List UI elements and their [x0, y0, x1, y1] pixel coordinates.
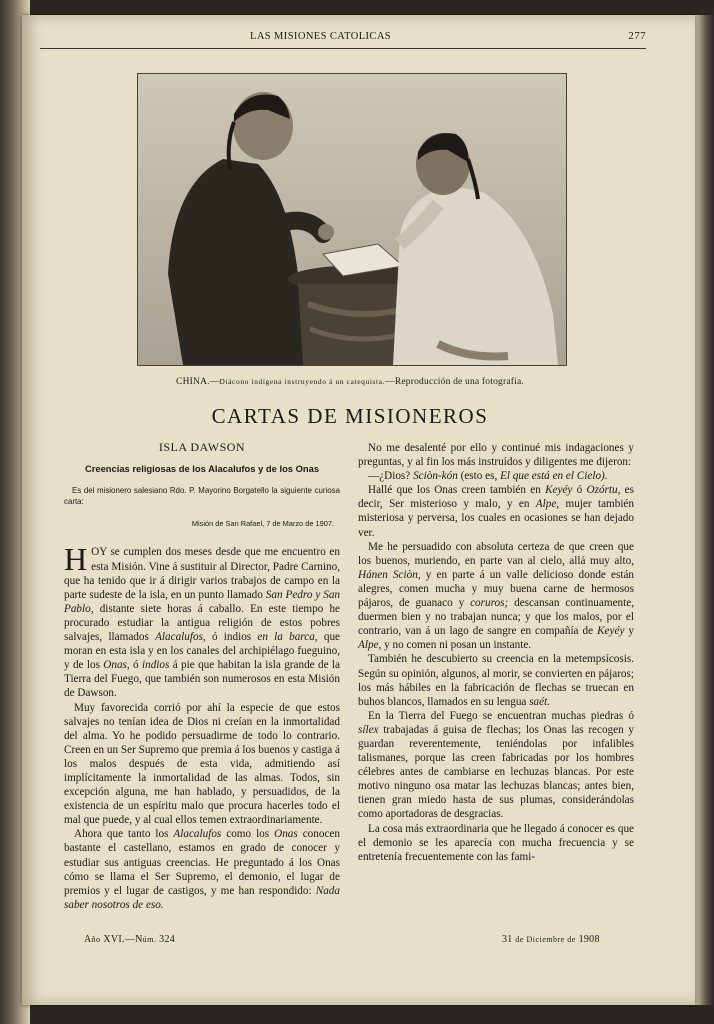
italic-run: sílex: [358, 723, 379, 736]
page-edge: [695, 15, 714, 1005]
paragraph: [358, 709, 634, 822]
letter-dateline: Misión de San Rafael, 7 de Marzo de 1907.: [191, 519, 334, 529]
text-run: (esto es,: [457, 470, 501, 483]
text-run: 324: [156, 934, 176, 945]
text-run: distante siete horas á caballo. En este tiempo he procurado estudiar la antigua religión de estos pobres salvajes, llamados: [64, 602, 340, 644]
text-run: 31: [502, 934, 516, 945]
text-run: Me he persuadido con absoluta certeza de que creen que los buenos, muriendo, en parte van al cielo, allá muy alto,: [358, 540, 634, 567]
issue-date: [502, 934, 600, 945]
text-run: OY se cumplen dos meses desde que me encuentro en esta Misión. Vine á sustituir al Director, Padre Carnino, que ha tenido que ir á dirigir varios trabajos de campo en la parte sudeste de la isla, en un punto llamado: [64, 546, 340, 601]
paragraph: [358, 483, 634, 539]
text-run: es decir, Ser misterioso y malo, y en: [358, 484, 635, 511]
text-run: A: [84, 934, 92, 945]
caption-tail: —Reproducción de una fotografía.: [385, 377, 524, 387]
paragraph: La cosa más extraordinaria que he llegado á conocer es que el demonio se les aparecía con mucha frecuencia y se entretenía frecuentemente con las fami-: [358, 822, 634, 863]
italic-run: coruros;: [470, 597, 509, 610]
text-run: y no comen ni posan un instante.: [381, 639, 532, 652]
text-run: que moran en esta isla y en los canales del archipiélago fueguino, y de los: [64, 631, 340, 672]
italic-run: San Pedro y San Pablo,: [64, 588, 341, 615]
halftone-photograph: [137, 73, 567, 366]
text-run: á pie que habitan la isla grande de la Tierra del Fuego, que también son numerosos en esta Misión de Dawson.: [64, 659, 340, 700]
text-run: descansan continuamente, duermen bien y no trabajan nunca; y que los malos, por el contrario, van á un lago de sangre en compañía de: [358, 597, 635, 638]
issue-number: [84, 934, 175, 945]
text-run: También he descubierto su creencia en la metempsícosis. Según su opinión, algunos, al morir, se convierten en pájaros; los más hábiles en la fabricación de flechas se truecan en buhos blancos, llamados en su lengua: [358, 653, 634, 708]
text-run: Ahora que tanto los: [74, 828, 174, 841]
text-run: mujer también misteriosa y perversa, los cuales en ocasiones se han dejado ver.: [358, 498, 634, 539]
text-run: Hallé que los Onas creen también en: [368, 484, 546, 497]
italic-run: Hánen Sciòn,: [358, 568, 421, 581]
italic-run: Alacalufos,: [155, 631, 206, 644]
paragraph: Muy favorecida corrió por ahí la especie de que estos salvajes no tenían idea de Dios ni creían en la inmortalidad del alma. Yo he podido persuadirme de todo lo contrario. Creen en un Ser Supremo que premia á los buenos y castiga á los malos después de esta vida, admitiendo así implícitamente la inmortalidad de las almas. Todos, sin excepción alguna, me han hablado, y persuadidos, de la existencia de un espíritu malo que procura hacerles todo el mal que puede, y al cual ellos temen extraordinariamente.: [64, 701, 340, 827]
italic-run: Onas: [274, 828, 298, 841]
caption-smallcaps: Diácono indígena instruyendo á un catequista.: [219, 377, 386, 386]
italic-run: Sciòn-kón: [413, 470, 458, 483]
photo-illustration: [138, 74, 566, 365]
italic-run: Alacalufos: [173, 828, 222, 841]
text-run: ño: [91, 935, 101, 944]
text-run: 1908: [575, 934, 600, 945]
italic-run: Keyéy: [545, 484, 573, 497]
italic-run: indios: [142, 659, 170, 672]
page-number: 277: [628, 30, 646, 42]
text-run: ó: [572, 484, 587, 497]
photo-caption: [60, 377, 640, 387]
paragraph: [64, 827, 340, 912]
text-run: —¿Dios?: [368, 470, 414, 483]
section-heading: ISLA DAWSON: [158, 440, 246, 454]
text-run: ó: [129, 659, 143, 672]
text-run: de Diciembre de: [515, 935, 576, 944]
text-run: conocen bastante el castellano, estamos en grado de conocer y estudiar sus antiguas creencias. He preguntado á los Onas cómo se llama el Ser Supremo, el demonio, el lugar de premios y el lugar de castigos, y me han respondido:: [64, 828, 340, 897]
left-column: [64, 440, 340, 912]
text-run: trabajadas á guisa de flechas; los Onas las recogen y guardan reverentemente, teniéndolas por infalibles talismanes, porque las creen fabricadas por los hombres célebres antes de cambiarse en lechuzas blancas. Por este motivo ninguno osa matar las lechuzas blancas; antes bien, tienen gran miedo hasta de sus plumas, considerándolas como aportadoras de desgracias.: [358, 723, 634, 821]
italic-run: saét.: [529, 695, 551, 708]
italic-run: El que está en el Cielo).: [500, 470, 608, 483]
text-run: y en parte á un valle delicioso donde están alegres, comen mucha y muy buena carne de hermosos pájaros, de guanaco y: [358, 568, 635, 610]
right-column: [358, 441, 634, 864]
paragraph: [358, 469, 634, 483]
paragraph: No me desalenté por ello y continué mis indagaciones y preguntas, y al fin los más instruídos y diligentes me dijeron:: [358, 442, 634, 469]
article-intro: Es del misionero salesiano Rdo. P. Mayorino Borgatello la siguiente curiosa carta:: [64, 486, 340, 506]
italic-run: Keyéy: [597, 625, 625, 638]
text-run: úm.: [142, 935, 157, 944]
italic-run: Alpe,: [358, 639, 382, 652]
italic-run: Nada saber nosotros de eso.: [64, 884, 340, 911]
running-title: LAS MISIONES CATOLICAS: [250, 31, 392, 42]
text-run: En la Tierra del Fuego se encuentran muchas piedras ó: [368, 709, 634, 722]
text-run: como los: [221, 828, 275, 841]
caption-lead: CHINA.—: [176, 377, 220, 387]
italic-run: en la barca,: [257, 631, 318, 644]
article-title: CARTAS DE MISIONEROS: [211, 404, 489, 428]
italic-run: Alpe,: [535, 498, 560, 511]
italic-run: Onas,: [103, 659, 130, 672]
running-header: [40, 30, 646, 49]
text-run: XVI.—N: [100, 934, 143, 945]
text-run: ó indios: [205, 631, 258, 644]
paragraph: [358, 652, 634, 708]
italic-run: Ozórtu,: [586, 484, 621, 497]
text-run: y: [624, 625, 635, 638]
paragraph: [358, 540, 634, 653]
drop-cap: H: [64, 541, 88, 578]
article-subtitle: Creencias religiosas de los Alacalufos y de los Onas: [84, 463, 320, 475]
paragraph: [64, 541, 341, 700]
